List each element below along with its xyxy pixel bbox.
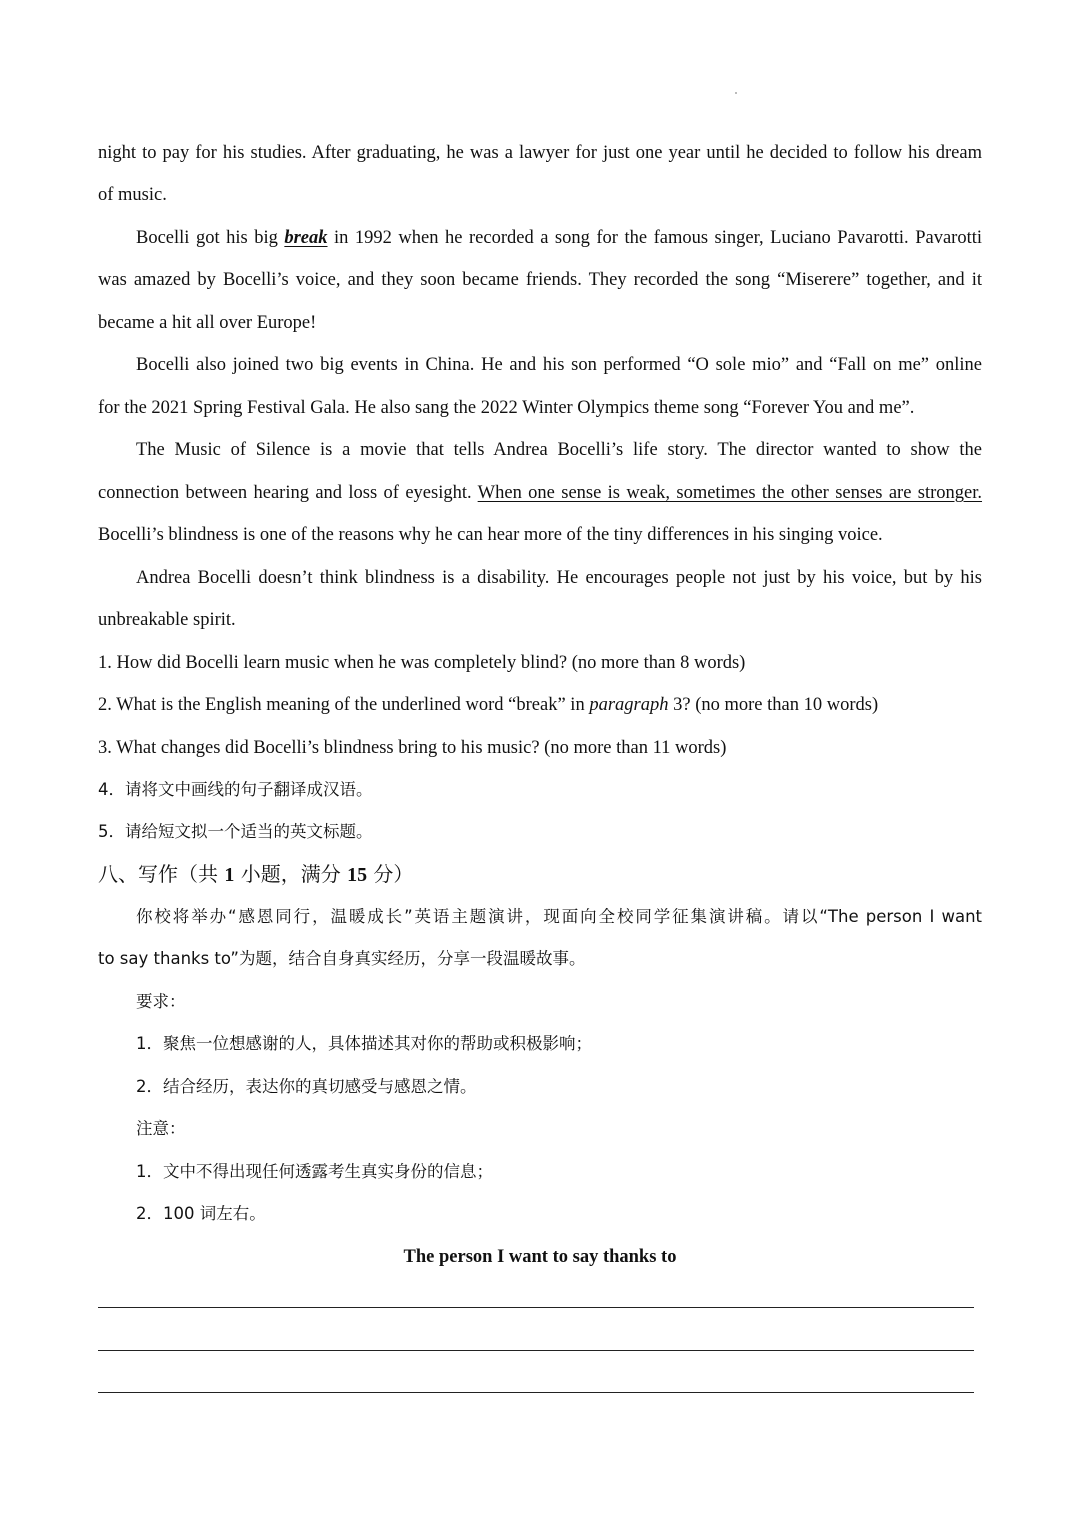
- passage-line: connection between hearing and loss of eyesight. When one sense is weak, sometimes the other senses are stronger.: [98, 483, 983, 503]
- notes-label: 注意：: [136, 1119, 186, 1138]
- note-2: 2．100 词左右。: [136, 1204, 266, 1223]
- underlined-sentence: When one sense is weak, sometimes the other senses are stronger.: [477, 483, 983, 503]
- passage-line: Bocelli got his big break in 1992 when he recorded a song for the famous singer, Luciano Pavarotti. Pavarotti: [136, 228, 982, 248]
- passage-line: Andrea Bocelli doesn’t think blindness is a disability. He encourages people not just by his voice, but by his: [136, 568, 982, 588]
- passage-line: Bocelli also joined two big events in China. He and his son performed “O sole mio” and “Fall on me” online: [136, 355, 982, 375]
- writing-intro-line: 你校将举办“感恩同行，温暖成长”英语主题演讲，现面向全校同学征集演讲稿。请以“The person I want: [136, 907, 982, 926]
- question-2: 2. What is the English meaning of the underlined word “break” in paragraph 3? (no more than 10 words): [98, 695, 879, 715]
- passage-line: Bocelli’s blindness is one of the reasons why he can hear more of the tiny differences in his singing voice.: [98, 525, 883, 545]
- question-3: 3. What changes did Bocelli’s blindness bring to his music? (no more than 11 words): [98, 738, 727, 758]
- section-heading-writing: 八、写作（共 1 小题，满分 15 分）: [98, 862, 414, 886]
- passage-line: The Music of Silence is a movie that tells Andrea Bocelli’s life story. The director wanted to show the: [136, 440, 982, 460]
- requirement-1: 1．聚焦一位想感谢的人，具体描述其对你的帮助或积极影响；: [136, 1034, 592, 1053]
- answer-line[interactable]: [98, 1350, 974, 1351]
- requirement-2: 2．结合经历，表达你的真切感受与感恩之情。: [136, 1077, 477, 1096]
- passage-line: became a hit all over Europe!: [98, 313, 317, 333]
- passage-line: was amazed by Bocelli’s voice, and they soon became friends. They recorded the song “Miserere” together, and it: [98, 270, 982, 290]
- writing-intro-line: to say thanks to”为题，结合自身真实经历，分享一段温暖故事。: [98, 949, 586, 968]
- requirements-label: 要求：: [136, 992, 186, 1011]
- essay-title: The person I want to say thanks to: [403, 1247, 677, 1267]
- passage-line: of music.: [98, 185, 167, 205]
- passage-line: night to pay for his studies. After graduating, he was a lawyer for just one year until he decided to follow his dream: [98, 143, 982, 163]
- answer-line[interactable]: [98, 1307, 974, 1308]
- question-4: 4．请将文中画线的句子翻译成汉语。: [98, 780, 373, 799]
- scan-dot: [735, 92, 737, 94]
- underlined-word-break: break: [284, 228, 328, 248]
- note-1: 1．文中不得出现任何透露考生真实身份的信息；: [136, 1162, 493, 1181]
- question-1: 1. How did Bocelli learn music when he was completely blind? (no more than 8 words): [98, 653, 746, 673]
- passage-line: unbreakable spirit.: [98, 610, 236, 630]
- question-5: 5．请给短文拟一个适当的英文标题。: [98, 822, 373, 841]
- answer-line[interactable]: [98, 1392, 974, 1393]
- passage-line: for the 2021 Spring Festival Gala. He also sang the 2022 Winter Olympics theme song “Forever You and me”.: [98, 398, 915, 418]
